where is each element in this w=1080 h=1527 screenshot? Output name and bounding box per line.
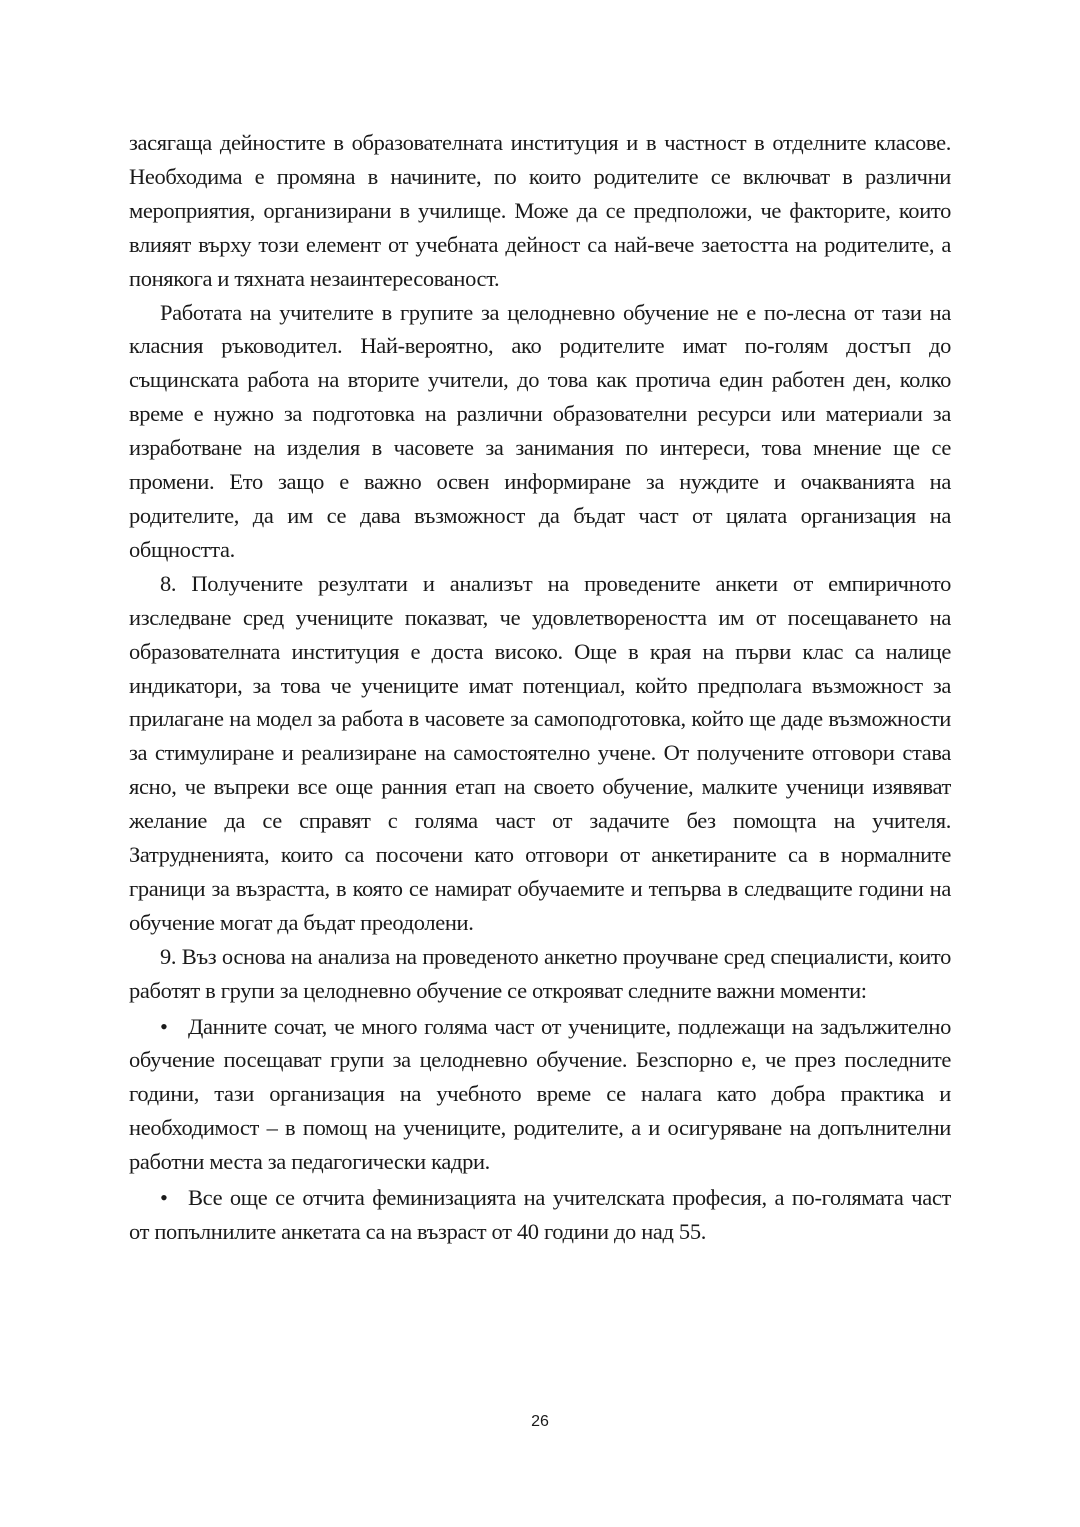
- bullet-marker: •: [160, 1013, 168, 1039]
- paragraph-teachers-work: Работата на учителите в групите за целодневно обучение не е по-лесна от тази на класния ръководител. Най-вероятно, ако родителите имат по-голям достъп до същинската работа на вторите учители, до това как протича един работен ден, колко време е нужно за подготовка на различни образователни ресурси или материали за изработване на изделия в часовете за занимания по интереси, това мнение ще се промени. Ето защо е важно освен информиране за нуждите и очакванията на родителите, да им се дава възможност да бъдат част от цялата организация на общността.: [129, 299, 951, 562]
- document-page: [129, 126, 951, 1249]
- paragraph-item-9: 9. Въз основа на анализа на проведеното анкетно проучване сред специалисти, които работят в групи за целодневно обучение се открояват следните важни моменти:: [129, 943, 951, 1003]
- bullet-marker: •: [160, 1185, 168, 1211]
- bullet-item-data: [129, 1010, 951, 1180]
- bullet-item-feminization: [129, 1181, 951, 1249]
- paragraph-item-8: 8. Получените резултати и анализът на проведените анкети от емпиричното изследване сред учениците показват, че удовлетвореността им от посещаването на образователната институция е доста високо. Още в края на първи клас са налице индикатори, за това че учениците имат потенциал, който предполага възможност за прилагане на модел за работа в часовете за самоподготовка, който ще даде възможности за стимулиране и реализиране на самостоятелно учене. От получените отговори става ясно, че въпреки все още ранния етап на своето обучение, малките ученици изявяват желание да се справят с голяма част от задачите без помощта на учителя. Затрудненията, които са посочени като отговори от анкетираните са в нормалните граници за възрастта, в която се намират обучаемите и тепърва в следващите години на обучение могат да бъдат преодолени.: [129, 570, 951, 935]
- page-number: 26: [531, 1413, 549, 1430]
- bullet-text: Все още се отчита феминизацията на учителската професия, а по-голямата част от попълнилите анкетата са на възраст от 40 години до над 55.: [129, 1185, 951, 1244]
- paragraph-continuation: засягаща дейностите в образователната институция и в частност в отделните класове. Необходима е промяна в начините, по които родителите се включват в различни мероприятия, организирани в училище. Може да се предположи, че факторите, които влияят върху този елемент от учебната дейност са най-вече заетостта на родителите, а понякога и тяхната незаинтересованост.: [129, 130, 951, 291]
- bullet-text: Данните сочат, че много голяма част от учениците, подлежащи на задължително обучение посещават групи за целодневно обучение. Безспорно е, че през последните години, тази организация на учебното време се налага като добра практика и необходимост – в помощ на учениците, родителите, а и осигуряване на допълнителни работни места за педагогически кадри.: [129, 1013, 951, 1175]
